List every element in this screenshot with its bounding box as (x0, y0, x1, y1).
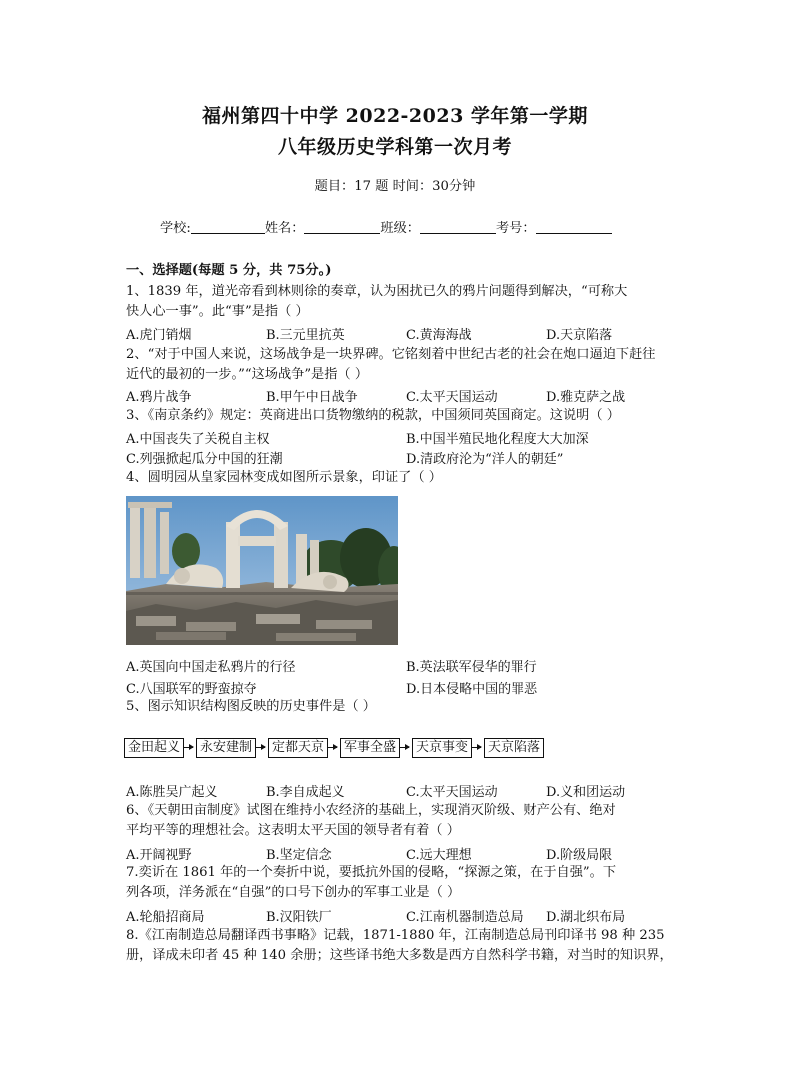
q3-option-c[interactable]: C.列强掀起瓜分中国的狂潮 (126, 452, 283, 467)
section-heading: 一、选择题(每题 5 分，共 75分。) (126, 263, 332, 278)
q6-option-c[interactable]: C.远大理想 (406, 848, 472, 863)
q7-option-d[interactable]: D.湖北织布局 (546, 910, 626, 925)
flow-arrow-3 (327, 747, 337, 748)
q4-option-a[interactable]: A.英国向中国走私鸦片的行径 (126, 660, 296, 675)
school-field[interactable] (191, 219, 265, 234)
school-label: 学校: (160, 221, 191, 236)
q7-option-b[interactable]: B.汉阳铁厂 (266, 910, 332, 925)
q6-option-b[interactable]: B.坚定信念 (266, 848, 332, 863)
q6-line-2: 平均平等的理想社会。这表明太平天国的领导者有着（ ） (126, 823, 460, 838)
q5-line-1: 5、图示知识结构图反映的历史事件是（ ） (126, 699, 376, 714)
q4-option-b[interactable]: B.英法联军侵华的罪行 (406, 660, 537, 675)
name-label: 姓名： (264, 221, 305, 236)
q1-line-2: 快人心一事”。此“事”是指（ ） (126, 304, 309, 319)
flow-step-5: 天京事变 (412, 738, 472, 758)
title-line-2: 八年级历史学科第一次月考 (277, 136, 512, 158)
class-label: 班级： (380, 221, 420, 236)
q2-option-b[interactable]: B.甲午中日战争 (266, 390, 358, 405)
q5-option-a[interactable]: A.陈胜吴广起义 (126, 785, 218, 800)
flow-step-1: 金田起义 (124, 738, 184, 758)
q6-option-a[interactable]: A.开阔视野 (126, 848, 192, 863)
q2-option-d[interactable]: D.雅克萨之战 (546, 390, 626, 405)
flow-step-2: 永安建制 (196, 738, 256, 758)
q1-line-1: 1、1839 年，道光帝看到林则徐的奏章，认为困扰已久的鸦片问题得到解决，“可称大 (126, 284, 628, 299)
q3-option-d[interactable]: D.清政府沦为“洋人的朝廷” (406, 452, 564, 467)
q4-option-c[interactable]: C.八国联军的野蛮掠夺 (126, 682, 257, 697)
q4-option-d[interactable]: D.日本侵略中国的罪恶 (406, 682, 538, 697)
student-info-line (160, 218, 612, 239)
q2-option-c[interactable]: C.太平天国运动 (406, 390, 498, 405)
class-field[interactable] (420, 219, 496, 234)
flow-arrow-1 (183, 747, 193, 748)
q6-line-1: 6、《天朝田亩制度》试图在维持小农经济的基础上，实现消灭阶级、财产公有、绝对 (126, 803, 616, 818)
q7-option-a[interactable]: A.轮船招商局 (126, 910, 205, 925)
yuanmingyuan-ruins-photo (126, 496, 398, 645)
q3-option-b[interactable]: B.中国半殖民地化程度大大加深 (406, 432, 589, 447)
flow-step-3: 定都天京 (268, 738, 328, 758)
exam-meta: 题目：17 题 时间：30分钟 (314, 179, 476, 194)
title-line-1: 福州第四十中学 2022-2023 学年第一学期 (202, 105, 588, 127)
q8-line-2: 册，译成未印者 45 种 140 余册；这些译书绝大多数是西方自然科学书籍，对当时的知识界， (126, 948, 673, 963)
id-field[interactable] (536, 219, 612, 234)
q2-line-1: 2、“对于中国人来说，这场战争是一块界碑。它铭刻着中世纪古老的社会在炮口逼迫下赶往 (126, 347, 656, 362)
q8-line-1: 8.《江南制造总局翻译西书事略》记载，1871-1880 年，江南制造总局刊印译书 98 种 235 (126, 928, 665, 943)
flow-arrow-5 (471, 747, 481, 748)
q7-line-1: 7.奕䜣在 1861 年的一个奏折中说，要抵抗外国的侵略，“探源之策，在于自强”。下 (126, 865, 617, 880)
flow-step-4: 军事全盛 (340, 738, 400, 758)
q4-line-1: 4、圆明园从皇家园林变成如图所示景象，印证了（ ） (126, 470, 442, 485)
q5-option-c[interactable]: C.太平天国运动 (406, 785, 498, 800)
q7-option-c[interactable]: C.江南机器制造总局 (406, 910, 524, 925)
q2-option-a[interactable]: A.鸦片战争 (126, 390, 192, 405)
q3-line-1: 3、《南京条约》规定：英商进出口货物缴纳的税款，中国须同英国商定。这说明（ ） (126, 408, 620, 423)
q1-option-a[interactable]: A.虎门销烟 (126, 328, 192, 343)
q5-option-d[interactable]: D.义和团运动 (546, 785, 626, 800)
q2-line-2: 近代的最初的一步。”“这场战争”是指（ ） (126, 367, 369, 382)
flow-arrow-2 (255, 747, 265, 748)
name-field[interactable] (304, 219, 380, 234)
q1-option-c[interactable]: C.黄海海战 (406, 328, 472, 343)
q5-option-b[interactable]: B.李自成起义 (266, 785, 345, 800)
flow-arrow-4 (399, 747, 409, 748)
q1-option-d[interactable]: D.天京陷落 (546, 328, 613, 343)
q6-option-d[interactable]: D.阶级局限 (546, 848, 613, 863)
q1-option-b[interactable]: B.三元里抗英 (266, 328, 345, 343)
id-label: 考号： (495, 221, 536, 236)
q3-option-a[interactable]: A.中国丧失了关税自主权 (126, 432, 270, 447)
flow-step-6: 天京陷落 (484, 738, 544, 758)
q7-line-2: 列各项，洋务派在“自强”的口号下创办的军事工业是（ ） (126, 885, 461, 900)
